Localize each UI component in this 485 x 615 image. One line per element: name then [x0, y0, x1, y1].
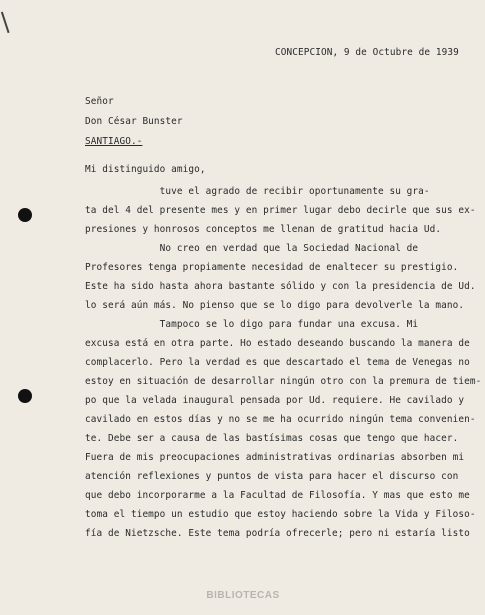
- body-line: cavilado en estos días y no se me ha ocurrido ningún tema convenien-: [85, 414, 476, 425]
- body-line: Este ha sido hasta ahora bastante sólido y con la presidencia de Ud.: [85, 281, 476, 292]
- body-line: No creo en verdad que la Sociedad Nacional de: [85, 243, 419, 254]
- body-line: Profesores tenga propiamente necesidad de enaltecer su prestigio.: [85, 262, 459, 273]
- salutation-title: Señor: [85, 96, 114, 107]
- body-line: que debo incorporarme a la Facultad de Filosofía. Y mas que esto me: [85, 490, 470, 501]
- recipient-name: Don César Bunster: [85, 116, 183, 127]
- body-line: te. Debe ser a causa de las bastísimas cosas que tengo que hacer.: [85, 433, 459, 444]
- body-line: ta del 4 del presente mes y en primer lugar debo decirle que sus ex-: [85, 205, 476, 216]
- body-line: po que la velada inaugural pensada por Ud. requiere. He cavilado y: [85, 395, 465, 406]
- body-line: excusa está en otra parte. Ho estado deseando buscando la manera de: [85, 338, 470, 349]
- greeting: Mi distinguido amigo,: [85, 164, 206, 175]
- body-line: Fuera de mis preocupaciones administrativas ordinarias absorben mi: [85, 452, 465, 463]
- body-line: complacerlo. Pero la verdad es que descartado el tema de Venegas no: [85, 357, 470, 368]
- date-line: CONCEPCION, 9 de Octubre de 1939: [275, 47, 459, 58]
- body-line: presiones y honrosos conceptos me llenan de gratitud hacia Ud.: [85, 224, 442, 235]
- punch-hole-upper: [18, 208, 32, 222]
- corner-pencil-mark: [1, 9, 18, 33]
- body-line: fía de Nietzsche. Este tema podría ofrecerle; pero ni estaría listo: [85, 528, 470, 539]
- library-watermark: BIBLIOTECAS: [206, 590, 280, 601]
- body-line: estoy en situación de desarrollar ningún otro con la premura de tiem-: [85, 376, 482, 387]
- body-line: Tampoco se lo digo para fundar una excusa. Mi: [85, 319, 419, 330]
- recipient-city: SANTIAGO.-: [85, 136, 143, 147]
- body-line: toma el tiempo un estudio que estoy haciendo sobre la Vida y Filoso-: [85, 509, 476, 520]
- body-line: atención reflexiones y puntos de vista para hacer el discurso con: [85, 471, 459, 482]
- body-line: tuve el agrado de recibir oportunamente su gra-: [85, 186, 430, 197]
- body-line: lo será aún más. No pienso que se lo digo para devolverle la mano.: [85, 300, 465, 311]
- punch-hole-lower: [18, 389, 32, 403]
